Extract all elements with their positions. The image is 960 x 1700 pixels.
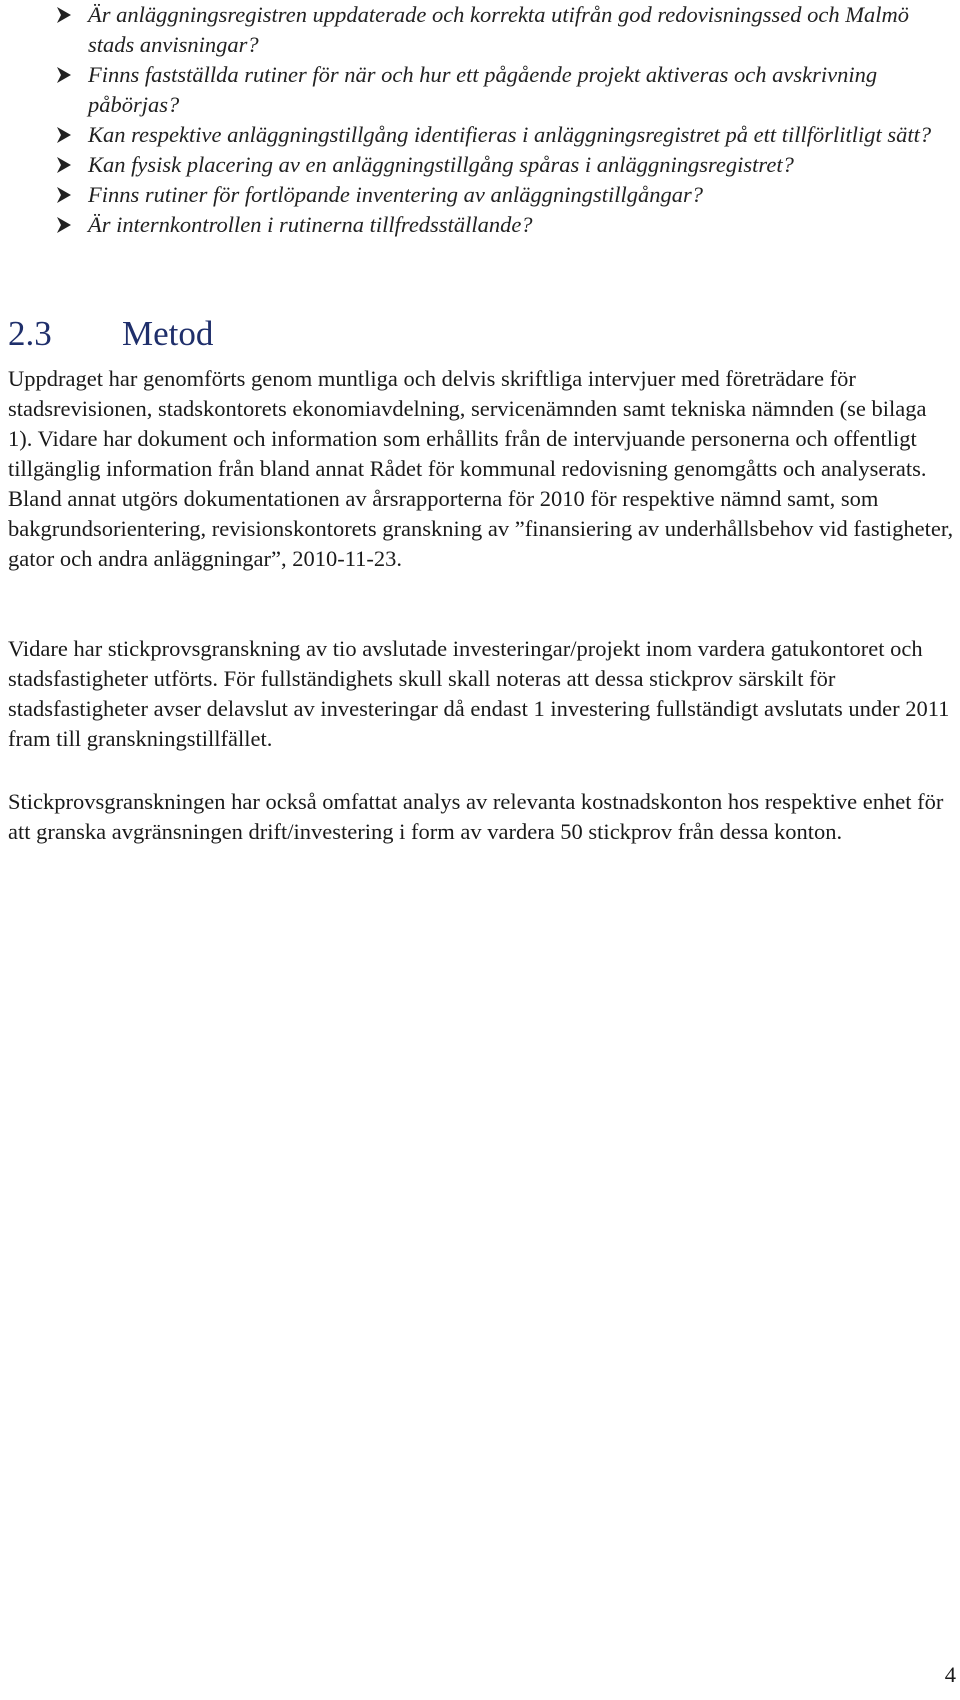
arrowhead-bullet-icon [56, 126, 72, 144]
body-paragraph: Stickprovsgranskningen har också omfattat analys av relevanta kostnadskonton hos respektive enhet för att granska avgränsningen drift/investering i form av vardera 50 stickprov från dessa konton. [8, 789, 944, 844]
arrowhead-bullet-icon [56, 156, 72, 174]
list-item-text: Är internkontrollen i rutinerna tillfredsställande? [88, 212, 533, 237]
arrowhead-bullet-icon [56, 66, 72, 84]
list-item [0, 210, 960, 240]
list-item [0, 180, 960, 210]
list-item-text: Är anläggningsregistren uppdaterade och korrekta utifrån god redovisningssed och Malmö stads anvisningar? [88, 2, 909, 57]
list-item [0, 60, 960, 120]
list-item [0, 150, 960, 180]
list-item-text: Kan respektive anläggningstillgång identifieras i anläggningsregistret på ett tillförlitligt sätt? [88, 122, 932, 147]
section-heading [8, 314, 213, 354]
body-paragraph: Uppdraget har genomförts genom muntliga och delvis skriftliga intervjuer med företrädare för stadsrevisionen, stadskontorets ekonomiavdelning, servicenämnden samt tekniska nämnden (se bilaga 1). Vidare har dokument och information som erhållits från de intervjuande personerna och offentligt tillgänglig information från bland annat Rådet för kommunal redovisning genomgåtts och analyserats. Bland annat utgörs dokumentationen av årsrapporterna för 2010 för respektive nämnd samt, som bakgrundsorientering, revisionskontorets granskning av ”finansiering av underhållsbehov vid fastigheter, gator och andra anläggningar”, 2010-11-23. [8, 366, 954, 571]
arrowhead-bullet-icon [56, 186, 72, 204]
question-list [0, 0, 960, 240]
arrowhead-bullet-icon [56, 6, 72, 24]
list-item [0, 0, 960, 60]
page-number: 4 [944, 1662, 956, 1687]
list-item-text: Finns fastställda rutiner för när och hur ett pågående projekt aktiveras och avskrivning påbörjas? [88, 62, 878, 117]
arrowhead-bullet-icon [56, 216, 72, 234]
list-item-text: Kan fysisk placering av en anläggningstillgång spåras i anläggningsregistret? [88, 152, 794, 177]
list-item [0, 120, 960, 150]
section-number: 2.3 [8, 314, 52, 353]
section-title: Metod [122, 314, 214, 353]
body-paragraph: Vidare har stickprovsgranskning av tio avslutade investeringar/projekt inom vardera gatukontoret och stadsfastigheter utförts. För fullständighets skull skall noteras att dessa stickprov särskilt för stadsfastigheter avser delavslut av investeringar då endast 1 investering fullständigt avslutats under 2011 fram till granskningstillfället. [8, 636, 950, 751]
list-item-text: Finns rutiner för fortlöpande inventering av anläggningstillgångar? [88, 182, 703, 207]
